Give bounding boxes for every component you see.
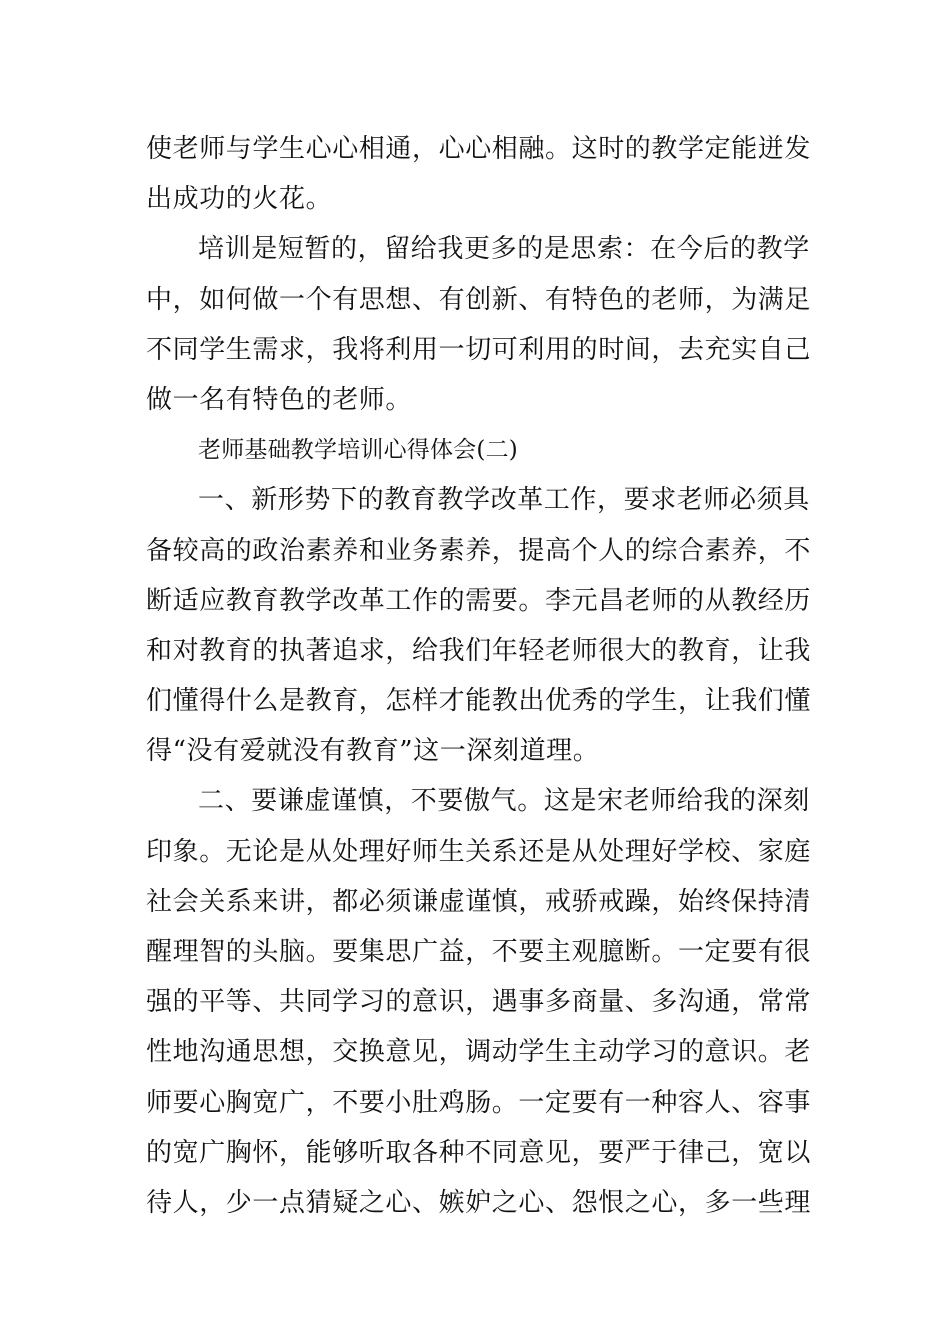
text-line: 得“没有爱就没有教育”这一深刻道理。 — [146, 736, 600, 767]
text-line: 的宽广胸怀，能够听取各种不同意见，要严于律己，宽以 — [146, 1137, 812, 1168]
text-line: 培训是短暂的，留给我更多的是思索：在今后的教学 — [198, 234, 810, 265]
text-line: 们懂得什么是教育，怎样才能教出优秀的学生，让我们懂 — [146, 686, 812, 717]
text-line: 备较高的政治素养和业务素养，提高个人的综合素养，不 — [146, 535, 812, 566]
text-line: 醒理智的头脑。要集思广益，不要主观臆断。一定要有很 — [146, 937, 812, 967]
text-line: 不同学生需求，我将利用一切可利用的时间，去充实自己 — [146, 334, 812, 365]
document-page — [146, 124, 812, 1228]
text-line: 强的平等、共同学习的意识，遇事多商量、多沟通，常常 — [146, 987, 812, 1018]
text-line: 待人，少一点猜疑之心、嫉妒之心、怨恨之心，多一些理 — [146, 1187, 812, 1218]
section-heading: 老师基础教学培训心得体会(二) — [198, 437, 518, 464]
text-line: 和对教育的执著追求，给我们年轻老师很大的教育，让我 — [146, 635, 812, 666]
text-line: 一、新形势下的教育教学改革工作，要求老师必须具 — [198, 485, 810, 516]
text-line: 印象。无论是从处理好师生关系还是从处理好学校、家庭 — [146, 836, 812, 867]
text-line: 出成功的火花。 — [146, 184, 333, 215]
text-line: 社会关系来讲，都必须谦虚谨慎，戒骄戒躁，始终保持清 — [146, 886, 812, 917]
text-line: 二、要谦虚谨慎，不要傲气。这是宋老师给我的深刻 — [198, 786, 810, 817]
text-line: 师要心胸宽广，不要小肚鸡肠。一定要有一种容人、容事 — [146, 1087, 812, 1118]
text-line: 使老师与学生心心相通，心心相融。这时的教学定能迸发 — [146, 134, 812, 164]
text-line: 做一名有特色的老师。 — [146, 384, 413, 415]
text-line: 性地沟通思想，交换意见，调动学生主动学习的意识。老 — [146, 1037, 812, 1068]
text-line: 中，如何做一个有思想、有创新、有特色的老师，为满足 — [146, 284, 812, 315]
text-line: 断适应教育教学改革工作的需要。李元昌老师的从教经历 — [146, 585, 812, 616]
